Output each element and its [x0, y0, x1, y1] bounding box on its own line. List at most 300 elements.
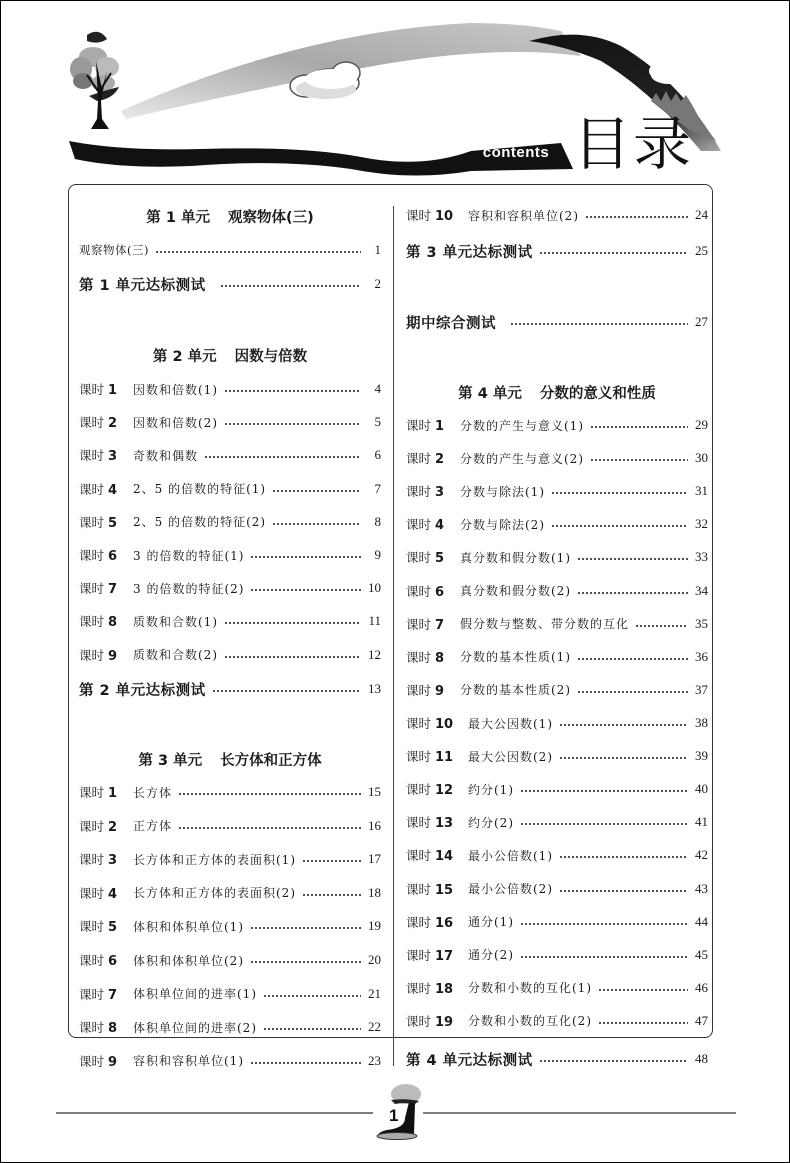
leader-dots	[224, 423, 361, 425]
entry-title: 分数的产生与意义(1)	[460, 418, 584, 433]
leader-dots	[577, 658, 688, 660]
lesson-label	[79, 917, 133, 935]
toc-entry[interactable]	[79, 411, 381, 433]
toc-entry[interactable]	[406, 679, 708, 701]
toc-entry[interactable]	[79, 949, 381, 971]
lesson-prefix: 课时	[79, 953, 105, 968]
lesson-number: 5	[108, 920, 118, 936]
lesson-prefix: 课时	[406, 980, 432, 996]
entry-title: 真分数和假分数(1)	[460, 550, 571, 565]
lesson-label	[406, 681, 460, 699]
leader-dots	[272, 523, 361, 525]
lesson-number: 8	[435, 650, 445, 666]
lesson-number: 7	[435, 617, 445, 633]
lesson-label	[79, 579, 133, 597]
leader-dots	[559, 757, 688, 759]
lesson-prefix: 课时	[406, 484, 432, 500]
lesson-number: 18	[435, 981, 454, 997]
leader-dots	[220, 285, 361, 287]
entry-page: 1	[374, 242, 381, 257]
lesson-number: 3	[435, 485, 445, 501]
entry-title: 分数与除法(2)	[460, 517, 545, 532]
entry-title: 2、5 的倍数的特征(1)	[133, 482, 267, 497]
toc-entry[interactable]	[79, 577, 381, 599]
entry-title: 正方体	[133, 819, 173, 834]
entry-page: 43	[695, 880, 708, 896]
lesson-label	[406, 482, 460, 500]
leader-dots	[520, 790, 688, 792]
leader-dots	[250, 589, 361, 591]
lesson-number: 5	[108, 515, 118, 531]
lesson-prefix: 课时	[406, 947, 432, 963]
lesson-number: 13	[435, 816, 454, 832]
leader-dots	[577, 592, 688, 594]
lesson-prefix: 课时	[79, 614, 105, 630]
tree-icon	[377, 1084, 421, 1140]
entry-page: 31	[695, 483, 708, 499]
entry-page: 46	[695, 979, 708, 995]
entry-title: 最大公因数(1)	[468, 716, 553, 731]
leader-dots	[263, 995, 361, 997]
lesson-number: 8	[108, 1021, 118, 1037]
lesson-number: 14	[435, 849, 454, 865]
entry-page: 25	[695, 243, 708, 258]
entry-page: 6	[374, 447, 381, 463]
leader-dots	[590, 426, 688, 428]
lesson-prefix: 课时	[79, 885, 105, 901]
toc-entry[interactable]	[406, 977, 708, 999]
toc-entry[interactable]	[79, 915, 381, 937]
page-title: 目录	[573, 110, 694, 178]
leader-dots	[224, 656, 361, 658]
entry-page: 34	[695, 582, 708, 598]
lesson-prefix: 课时	[79, 514, 105, 530]
leader-dots	[250, 556, 361, 558]
lesson-prefix: 课时	[79, 919, 105, 935]
toc-entry[interactable]	[406, 480, 708, 502]
lesson-number: 3	[108, 853, 118, 869]
entry-title: 真分数和假分数(2)	[460, 584, 571, 598]
lesson-label	[406, 846, 468, 864]
leader-dots	[178, 827, 361, 829]
toc-entry[interactable]	[406, 546, 708, 568]
leader-dots	[577, 558, 688, 560]
toc-entry[interactable]	[79, 644, 381, 666]
toc-entry[interactable]	[79, 444, 381, 466]
entry-title: 分数的基本性质(1)	[460, 650, 571, 665]
lesson-label	[79, 884, 133, 902]
lesson-label	[406, 548, 460, 566]
lesson-label	[79, 546, 133, 564]
toc-entry[interactable]	[79, 1016, 381, 1038]
leader-dots	[585, 216, 688, 218]
toc-entry[interactable]	[406, 811, 708, 833]
lesson-label	[406, 1012, 468, 1030]
unit-heading	[406, 382, 708, 403]
leader-dots	[551, 492, 688, 494]
lesson-prefix: 课时	[79, 415, 105, 431]
lesson-number: 16	[435, 915, 454, 931]
toc-entry[interactable]	[79, 378, 381, 400]
leader-dots	[598, 989, 688, 991]
entry-title: 体积单位间的进率(1)	[133, 987, 257, 1002]
lesson-number: 3	[108, 449, 118, 465]
entry-title: 因数和倍数(1)	[133, 382, 218, 397]
entry-page: 11	[368, 613, 381, 629]
toc-entry[interactable]	[79, 478, 381, 500]
lesson-prefix: 课时	[406, 749, 432, 765]
lesson-prefix: 课时	[79, 581, 105, 597]
entry-title: 3 的倍数的特征(1)	[133, 548, 245, 563]
unit-heading	[79, 206, 381, 227]
toc-entry[interactable]	[406, 580, 708, 602]
entry-title: 假分数与整数、带分数的互化	[460, 617, 630, 632]
unit-number: 第 1 单元	[146, 210, 210, 226]
toc-entry[interactable]	[406, 844, 708, 866]
entry-title: 因数和倍数(2)	[133, 415, 218, 430]
unit-name: 分数的意义和性质	[539, 386, 656, 402]
toc-entry[interactable]	[79, 610, 381, 632]
page-number: 1	[389, 1106, 399, 1125]
lesson-label	[406, 416, 460, 434]
toc-entry-test[interactable]	[79, 678, 381, 700]
leader-dots	[224, 622, 361, 624]
lesson-label	[79, 646, 133, 664]
lesson-number: 2	[108, 819, 118, 835]
entry-title: 观察物体(三)	[79, 243, 149, 257]
lesson-prefix: 课时	[406, 583, 432, 599]
lesson-label	[406, 813, 468, 831]
toc-entry[interactable]	[406, 911, 708, 933]
unit-number: 第 3 单元	[138, 753, 203, 769]
entry-page: 22	[368, 1019, 381, 1035]
lesson-label	[406, 449, 460, 467]
lesson-label	[406, 615, 460, 633]
lesson-prefix: 课时	[79, 647, 105, 663]
lesson-label	[406, 582, 460, 600]
lesson-number: 4	[435, 518, 445, 534]
entry-title: 长方体和正方体的表面积(2)	[133, 886, 296, 901]
entry-page: 17	[368, 851, 381, 867]
toc-entry-test[interactable]	[406, 240, 708, 262]
toc-entry[interactable]	[406, 447, 708, 469]
lesson-number: 9	[108, 648, 118, 664]
lesson-number: 15	[435, 882, 454, 898]
entry-title: 体积和体积单位(1)	[133, 919, 244, 934]
leader-dots	[224, 390, 361, 392]
lesson-prefix: 课时	[406, 418, 432, 433]
lesson-prefix: 课时	[406, 716, 432, 731]
entry-title: 质数和合数(2)	[133, 648, 218, 663]
lesson-label	[406, 206, 468, 224]
lesson-label	[406, 747, 468, 765]
leader-dots	[272, 490, 361, 492]
header-banner	[1, 1, 790, 181]
entry-page: 8	[374, 513, 381, 529]
entry-title: 奇数和偶数	[133, 448, 199, 463]
lesson-prefix: 课时	[406, 208, 432, 223]
entry-page: 33	[695, 549, 708, 565]
entry-page: 42	[695, 847, 708, 863]
entry-page: 12	[368, 646, 381, 662]
lesson-number: 1	[108, 786, 118, 801]
toc-entry[interactable]	[406, 944, 708, 966]
unit-name: 因数与倍数	[234, 349, 308, 365]
entry-title: 第 4 单元达标测试	[406, 1052, 533, 1069]
leader-dots	[551, 525, 688, 527]
leader-dots	[204, 456, 361, 458]
toc-entry[interactable]	[406, 878, 708, 900]
entry-page: 21	[368, 985, 381, 1001]
toc-entry[interactable]	[79, 815, 381, 837]
toc-entry[interactable]	[79, 781, 381, 803]
lesson-number: 7	[108, 987, 118, 1003]
entry-page: 40	[695, 781, 708, 797]
lesson-number: 11	[435, 750, 454, 766]
toc-entry[interactable]	[406, 414, 708, 436]
lesson-number: 2	[435, 452, 445, 468]
entry-page: 39	[695, 748, 708, 764]
lesson-number: 9	[108, 1054, 118, 1070]
lesson-prefix: 课时	[406, 881, 432, 897]
entry-title: 容积和容积单位(2)	[468, 208, 579, 223]
toc-entry[interactable]	[79, 511, 381, 533]
lesson-number: 10	[435, 209, 454, 224]
lesson-label	[79, 850, 133, 868]
lesson-label	[79, 446, 133, 464]
entry-title: 通分(1)	[468, 915, 514, 930]
toc-entry[interactable]	[79, 848, 381, 870]
entry-page: 37	[695, 681, 708, 697]
entry-title: 2、5 的倍数的特征(2)	[133, 515, 267, 530]
lesson-prefix: 课时	[406, 914, 432, 930]
leader-dots	[559, 890, 688, 892]
toc-entry[interactable]	[406, 513, 708, 535]
lesson-label	[79, 783, 133, 801]
entry-page: 19	[368, 918, 381, 934]
toc-entry[interactable]	[79, 544, 381, 566]
lesson-number: 4	[108, 482, 118, 498]
entry-title: 第 2 单元达标测试	[79, 682, 206, 699]
lesson-label	[406, 515, 460, 533]
unit-heading	[79, 749, 381, 770]
entry-title: 第 3 单元达标测试	[406, 244, 533, 261]
page-footer	[1, 1066, 790, 1146]
lesson-label	[406, 913, 468, 931]
lesson-label	[79, 951, 133, 969]
entry-title: 最小公倍数(1)	[468, 848, 553, 863]
lesson-number: 12	[435, 783, 454, 799]
entry-page: 30	[695, 450, 708, 466]
lesson-label	[79, 1018, 133, 1036]
leader-dots	[510, 323, 688, 325]
unit-heading	[79, 345, 381, 366]
entry-page: 4	[374, 381, 381, 396]
leader-dots	[598, 1022, 688, 1024]
lesson-prefix: 课时	[406, 550, 432, 566]
leader-dots	[559, 724, 688, 726]
entry-title: 分数和小数的互化(1)	[468, 981, 592, 996]
leader-dots	[250, 961, 361, 963]
lesson-prefix: 课时	[406, 517, 432, 533]
leader-dots	[263, 1028, 361, 1030]
leader-dots	[178, 793, 361, 795]
entry-page: 36	[695, 648, 708, 664]
toc-entry-test[interactable]	[79, 273, 381, 295]
leader-dots	[635, 625, 688, 627]
lesson-prefix: 课时	[406, 616, 432, 632]
entry-title: 分数与除法(1)	[460, 484, 545, 499]
unit-number: 第 4 单元	[458, 386, 522, 402]
leader-dots	[577, 691, 688, 693]
lesson-label	[79, 480, 133, 498]
lesson-prefix: 课时	[406, 815, 432, 831]
entry-title: 分数的基本性质(2)	[460, 683, 571, 698]
lesson-prefix: 课时	[79, 548, 105, 563]
lesson-number: 4	[108, 886, 118, 902]
lesson-label	[406, 946, 468, 964]
leader-dots	[520, 923, 688, 925]
entry-page: 24	[695, 207, 708, 222]
entry-page: 32	[695, 516, 708, 532]
lesson-number: 5	[435, 551, 445, 567]
entry-page: 2	[374, 276, 381, 291]
entry-title: 最大公因数(2)	[468, 749, 553, 764]
lesson-label	[406, 648, 460, 666]
lesson-number: 10	[435, 717, 454, 732]
toc-entry[interactable]	[79, 983, 381, 1005]
leader-dots	[520, 823, 688, 825]
entry-title: 第 1 单元达标测试	[79, 277, 206, 294]
lesson-label	[79, 985, 133, 1003]
lesson-prefix: 课时	[406, 782, 432, 798]
entry-title: 体积和体积单位(2)	[133, 953, 244, 968]
entry-title: 通分(2)	[468, 948, 514, 963]
lesson-number: 19	[435, 1014, 454, 1030]
entry-title: 体积单位间的进率(2)	[133, 1020, 257, 1035]
lesson-prefix: 课时	[79, 818, 105, 834]
entry-page: 18	[368, 884, 381, 900]
toc-entry-midterm[interactable]	[406, 311, 708, 333]
entry-title: 最小公倍数(2)	[468, 882, 553, 896]
toc-entry[interactable]	[406, 778, 708, 800]
lesson-prefix: 课时	[406, 682, 432, 698]
lesson-number: 7	[108, 582, 118, 598]
leader-dots	[250, 927, 361, 929]
lesson-prefix: 课时	[406, 848, 432, 864]
lesson-prefix: 课时	[79, 986, 105, 1002]
lesson-number: 1	[108, 383, 118, 398]
leader-dots	[250, 1062, 361, 1064]
entry-page: 38	[695, 715, 708, 730]
lesson-prefix: 课时	[79, 382, 105, 397]
lesson-label	[79, 513, 133, 531]
entry-page: 48	[695, 1051, 708, 1066]
lesson-prefix: 课时	[79, 852, 105, 868]
lesson-prefix: 课时	[79, 481, 105, 497]
lesson-number: 6	[108, 954, 118, 969]
entry-page: 45	[695, 946, 708, 962]
column-divider	[393, 206, 394, 1066]
lesson-prefix: 课时	[406, 1013, 432, 1029]
toc-entry[interactable]	[406, 204, 708, 226]
toc-entry[interactable]	[406, 745, 708, 767]
lesson-prefix: 课时	[406, 649, 432, 665]
entry-title: 质数和合数(1)	[133, 614, 218, 629]
entry-page: 23	[368, 1052, 381, 1068]
lesson-label	[79, 413, 133, 431]
lesson-number: 17	[435, 948, 454, 964]
entry-page: 5	[374, 414, 381, 430]
lesson-label	[406, 780, 468, 798]
entry-page: 10	[368, 580, 381, 596]
lesson-prefix: 课时	[79, 785, 105, 800]
entry-page: 35	[695, 615, 708, 631]
contents-label: contents	[482, 144, 550, 161]
entry-page: 20	[368, 952, 381, 967]
entry-page: 13	[368, 681, 381, 696]
lesson-number: 9	[435, 683, 445, 699]
entry-title: 约分(2)	[468, 815, 514, 830]
unit-name: 长方体和正方体	[220, 753, 322, 769]
leader-dots	[590, 459, 688, 461]
tree-icon	[70, 32, 119, 129]
lesson-prefix: 课时	[79, 1020, 105, 1036]
entry-title: 长方体和正方体的表面积(1)	[133, 852, 296, 867]
leader-dots	[155, 251, 361, 253]
entry-page: 7	[374, 480, 381, 496]
leader-dots	[539, 252, 688, 254]
toc-entry[interactable]	[406, 613, 708, 635]
lesson-number: 1	[435, 419, 445, 434]
leader-dots	[539, 1060, 688, 1062]
leader-dots	[302, 894, 361, 896]
lesson-label	[406, 979, 468, 997]
lesson-number: 8	[108, 615, 118, 631]
entry-title: 分数的产生与意义(2)	[460, 451, 584, 466]
lesson-number: 6	[108, 549, 118, 564]
lesson-prefix: 课时	[406, 451, 432, 467]
entry-page: 41	[695, 814, 708, 830]
leader-dots	[302, 860, 361, 862]
lesson-prefix: 课时	[79, 1053, 105, 1069]
toc-entry[interactable]	[79, 882, 381, 904]
lesson-prefix: 课时	[79, 448, 105, 464]
entry-page: 9	[374, 547, 381, 562]
toc-entry[interactable]	[79, 239, 381, 261]
toc-entry[interactable]	[406, 1010, 708, 1032]
entry-page: 27	[695, 314, 708, 329]
unit-name: 观察物体(三)	[227, 210, 314, 226]
toc-entry[interactable]	[406, 646, 708, 668]
entry-title: 容积和容积单位(1)	[133, 1054, 244, 1069]
lesson-number: 6	[435, 584, 445, 600]
entry-page: 29	[695, 417, 708, 432]
entry-title: 长方体	[133, 785, 173, 800]
lesson-label	[79, 817, 133, 835]
lesson-number: 2	[108, 416, 118, 432]
lesson-label	[79, 612, 133, 630]
toc-entry[interactable]	[406, 712, 708, 734]
entry-title: 分数和小数的互化(2)	[468, 1014, 592, 1029]
leader-dots	[212, 690, 361, 692]
entry-title: 约分(1)	[468, 782, 514, 797]
entry-page: 15	[368, 784, 381, 799]
lesson-label	[406, 880, 468, 898]
lesson-label	[406, 714, 468, 732]
leader-dots	[520, 956, 688, 958]
unit-number: 第 2 单元	[152, 349, 217, 365]
